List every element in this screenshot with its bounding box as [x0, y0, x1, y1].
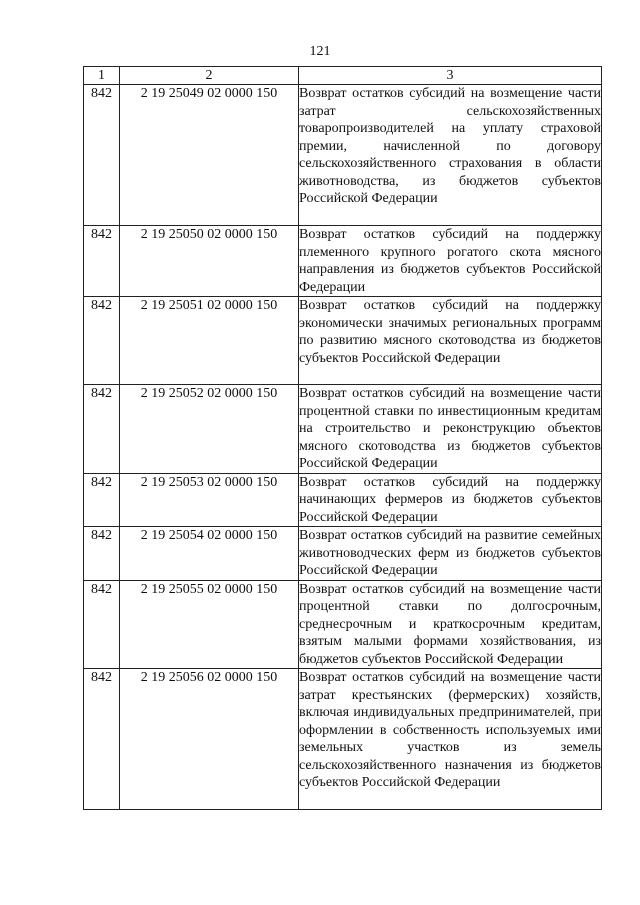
admin-code-cell: 842 [84, 580, 120, 669]
admin-code-cell: 842 [84, 85, 120, 226]
description-cell: Возврат остатков субсидий на поддержку экономически значимых региональных программ по развитию мясного скотоводства из бюджетов субъектов Российской Федерации [299, 297, 602, 385]
table-header-row [84, 67, 602, 85]
table-row [84, 527, 602, 581]
description-cell: Возврат остатков субсидий на возмещение части процентной ставки по инвестиционным кредитам на строительство и реконструкцию объектов мясного скотоводства из бюджетов субъектов Российской Федерации [299, 386, 601, 471]
budget-codes-table [83, 66, 602, 810]
budget-code-cell: 2 19 25051 02 0000 150 [120, 297, 299, 385]
admin-code-cell: 842 [84, 226, 120, 297]
admin-code-cell: 842 [84, 473, 120, 527]
budget-code-cell: 2 19 25053 02 0000 150 [120, 473, 299, 527]
table-row [84, 297, 602, 385]
budget-code-cell: 2 19 25055 02 0000 150 [120, 580, 299, 669]
description-cell: Возврат остатков субсидий на возмещение части процентной ставки по долгосрочным, среднесрочным и краткосрочным кредитам, взятым малыми формами хозяйствования, из бюджетов субъектов Российской Федерации [299, 581, 601, 667]
table-row [84, 226, 602, 297]
budget-code-cell: 2 19 25049 02 0000 150 [120, 85, 299, 226]
description-cell: Возврат остатков субсидий на поддержку начинающих фермеров из бюджетов субъектов Российской Федерации [299, 474, 601, 525]
budget-code-cell: 2 19 25054 02 0000 150 [120, 527, 299, 581]
table-row [84, 385, 602, 474]
admin-code-cell: 842 [84, 669, 120, 810]
table-row [84, 580, 602, 669]
admin-code-cell: 842 [84, 297, 120, 385]
admin-code-cell: 842 [84, 385, 120, 474]
column-header-1: 1 [84, 67, 120, 85]
page-number: 121 [309, 44, 331, 59]
description-cell: Возврат остатков субсидий на развитие семейных животноводческих ферм из бюджетов субъектов Российской Федерации [299, 528, 601, 578]
column-header-2: 2 [120, 67, 299, 85]
description-cell: Возврат остатков субсидий на возмещение части затрат крестьянских (фермерских) хозяйств, включая индивидуальных предпринимателей, при оформлении в собственность используемых ими земельных участков из земель сельскохозяйственного назначения из бюджетов субъектов Российской Федерации [299, 669, 602, 810]
admin-code-cell: 842 [84, 527, 120, 581]
budget-code-cell: 2 19 25050 02 0000 150 [120, 226, 299, 297]
budget-code-cell: 2 19 25052 02 0000 150 [120, 385, 299, 474]
table-row [84, 669, 602, 810]
description-cell: Возврат остатков субсидий на возмещение части затрат сельскохозяйственных товаропроизводителей на уплату страховой премии, начисленной по договору сельскохозяйственного страхования в области животноводства, из бюджетов субъектов Российской Федерации [299, 85, 602, 226]
table-row [84, 85, 602, 226]
budget-code-cell: 2 19 25056 02 0000 150 [120, 669, 299, 810]
description-cell: Возврат остатков субсидий на поддержку племенного крупного рогатого скота мясного направления из бюджетов субъектов Российской Федерации [299, 227, 601, 295]
column-header-3: 3 [299, 67, 602, 85]
table-row [84, 473, 602, 527]
